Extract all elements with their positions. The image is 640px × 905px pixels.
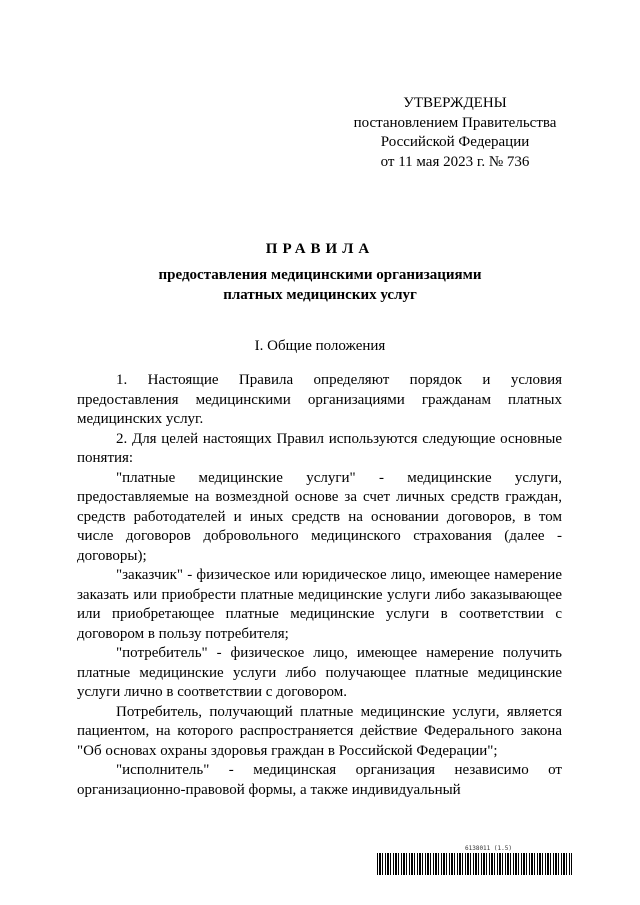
paragraph: "заказчик" - физическое или юридическое лицо, имеющее намерение заказать или приобрести платные медицинские услуги либо заказывающее или приобретающее платные медицинские услуги в соответствии с договором в пользу потребителя;	[77, 567, 562, 642]
approval-authority: Российской Федерации	[380, 134, 530, 150]
section-heading: I. Общие положения	[254, 338, 386, 354]
paragraph: "исполнитель" - медицинская организация независимо от организационно-правовой формы, а также индивидуальный	[77, 762, 562, 798]
paragraph: 2. Для целей настоящих Правил используются следующие основные понятия:	[77, 430, 562, 466]
approval-label: УТВЕРЖДЕНЫ	[403, 95, 507, 111]
document-title: ПРАВИЛА	[265, 241, 375, 257]
document-subtitle	[0, 266, 640, 305]
paragraph: "потребитель" - физическое лицо, имеющее намерение получить платные медицинские услуги либо получающее платные медицинские услуги лично в соответствии с договором.	[77, 645, 562, 700]
document-body	[77, 371, 562, 800]
document-code: 6138011 (1.5)	[465, 845, 512, 852]
subtitle-line-2: платных медицинских услуг	[223, 286, 417, 303]
approval-stamp	[330, 94, 580, 172]
paragraph: 1. Настоящие Правила определяют порядок и условия предоставления медицинскими организациями гражданам платных медицинских услуг.	[77, 372, 562, 427]
barcode-image	[377, 853, 572, 875]
paragraph: "платные медицинские услуги" - медицинские услуги, предоставляемые на возмездной основе за счет личных средств граждан, средств работодателей и иных средств на основании договоров, в том числе договоров добровольного медицинского страхования (далее - договоры);	[77, 469, 562, 564]
paragraph: Потребитель, получающий платные медицинские услуги, является пациентом, на которого распространяется действие Федерального закона "Об основах охраны здоровья граждан в Российской Федерации";	[77, 703, 562, 759]
approval-date-number: от 11 мая 2023 г. № 736	[380, 153, 530, 170]
subtitle-line-1: предоставления медицинскими организациями	[158, 267, 482, 283]
approval-decree: постановлением Правительства	[353, 114, 557, 131]
